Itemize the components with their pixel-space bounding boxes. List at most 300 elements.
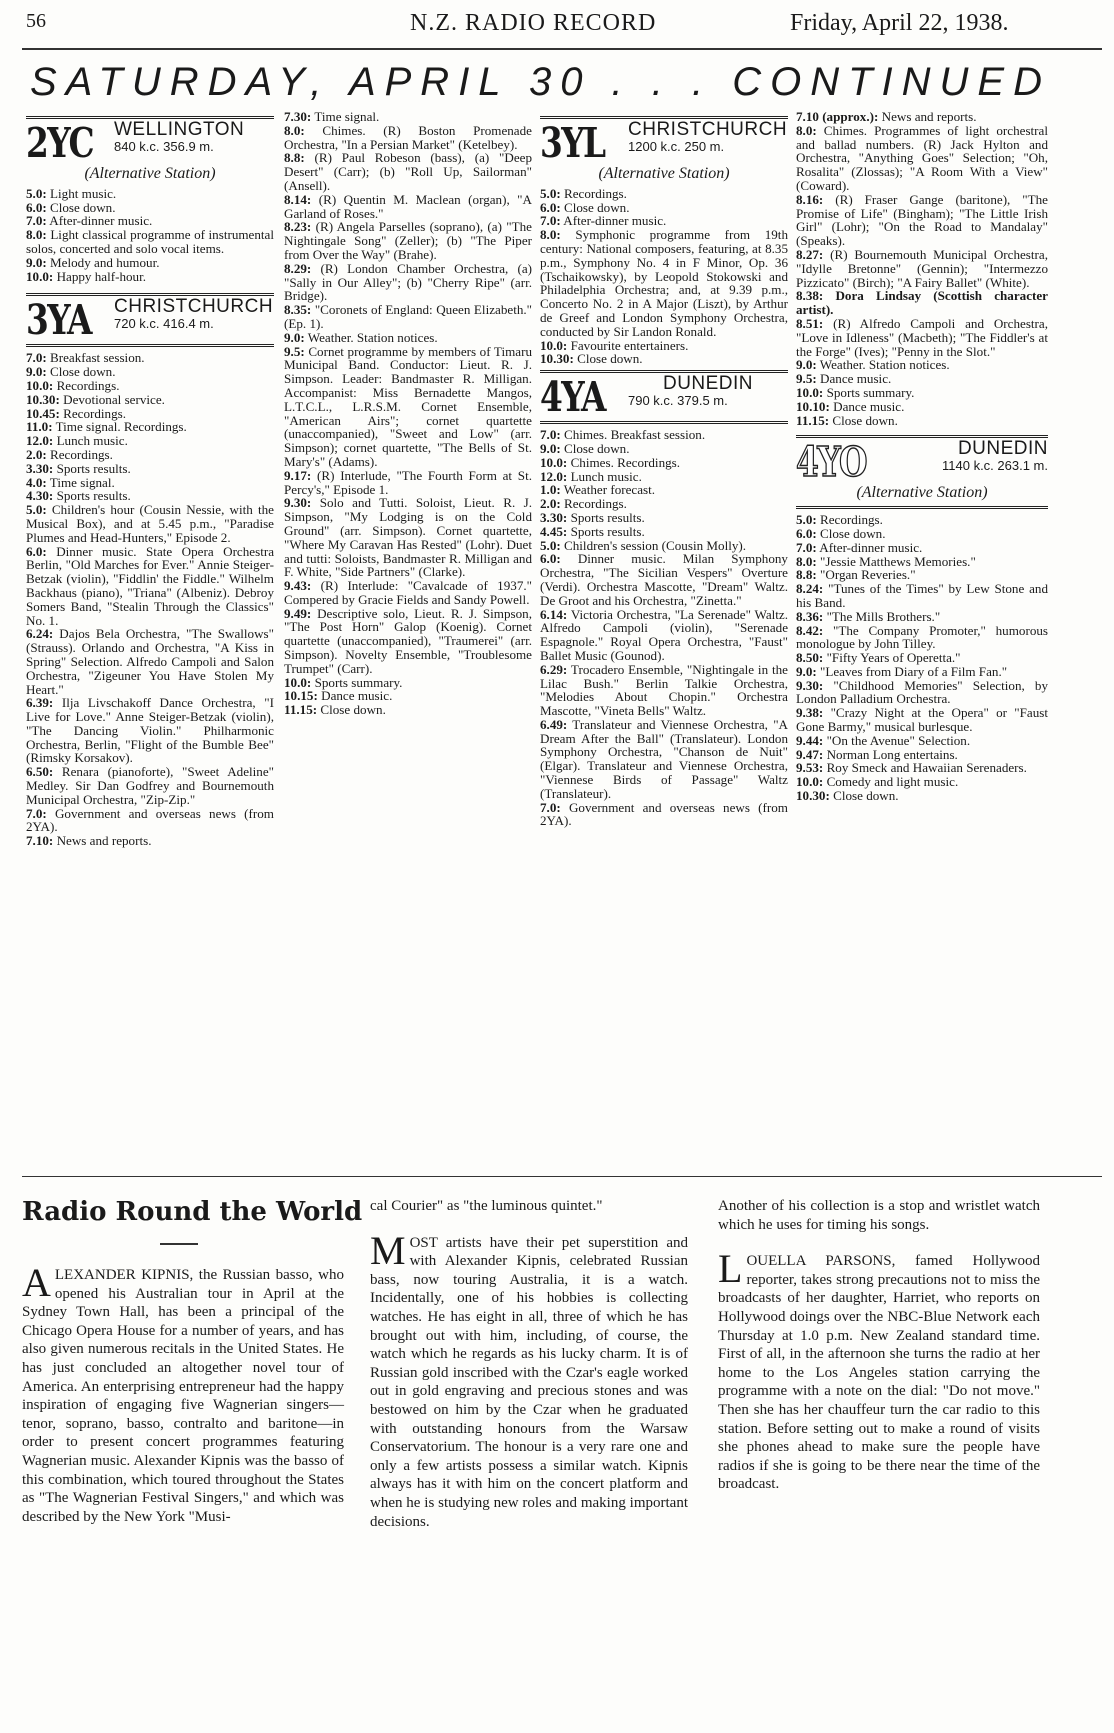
programme-text: Recordings. [564, 185, 627, 201]
callsign: 4YA [540, 373, 605, 422]
programme-text: Sports results. [56, 460, 131, 476]
programme-text: Dance music. [820, 371, 892, 387]
programme-entry [540, 201, 788, 215]
programme-text: Devotional service. [63, 391, 165, 407]
programme-time: 7.0: [26, 350, 47, 366]
programme-time: 2.0: [540, 496, 561, 512]
station-city: CHRISTCHURCH [628, 119, 788, 140]
programme-entry [796, 110, 1048, 124]
programme-entry [796, 748, 1048, 762]
programme-text: Recordings. [63, 405, 127, 421]
programme-text: Norman Long entertains. [826, 746, 958, 762]
programme-text: Victoria Orchestra, "La Serenade" Waltz. Alfredo Campoli (violin), "Serenade Espagnole." Royal Opera Orchestra, "Faust" Ballet Music (Gounod). [540, 606, 788, 663]
programme-text: Close down. [820, 525, 886, 541]
programme-time: 12.0: [26, 433, 54, 449]
programme-text: Recordings. [564, 496, 627, 512]
programme-list [26, 187, 274, 284]
programme-text: After-dinner music. [49, 213, 153, 229]
programme-time: 7.0: [26, 805, 47, 821]
programme-text: "Leaves from Diary of a Film Fan." [820, 663, 1008, 679]
programme-text: Recordings. [56, 377, 120, 393]
programme-text: Recordings. [820, 512, 883, 528]
programme-text: Dora Lindsay (Scottish character artist). [796, 288, 1048, 318]
programme-entry [796, 124, 1048, 193]
programme-entry [284, 607, 532, 676]
paragraph-text: cal Courier" as "the luminous quintet." [370, 1198, 603, 1214]
column-3 [540, 110, 788, 828]
programme-time: 10.45: [26, 405, 60, 421]
programme-time: 7.0: [796, 539, 817, 555]
programme-entry [26, 201, 274, 215]
programme-entry [540, 511, 788, 525]
programme-time: 8.0: [540, 227, 561, 243]
divider [540, 421, 788, 424]
programme-entry [540, 228, 788, 338]
station-3yl [540, 119, 788, 367]
programme-text: Close down. [832, 412, 898, 428]
programme-time: 9.0: [796, 663, 817, 679]
programme-entry [540, 442, 788, 456]
programme-text: Close down. [50, 199, 116, 215]
programme-entry [796, 706, 1048, 734]
column-4 [796, 110, 1048, 803]
programme-time: 8.38: [796, 288, 824, 304]
programme-entry [796, 414, 1048, 428]
programme-text: Sports results. [56, 488, 131, 504]
station-city: DUNEDIN [957, 438, 1048, 460]
programme-text: Roy Smeck and Hawaiian Serenaders. [826, 760, 1027, 776]
programme-entry [26, 503, 274, 544]
programme-list [796, 110, 1048, 427]
programme-entry [26, 256, 274, 270]
programme-entry [284, 676, 532, 690]
programme-text: Solo and Tutti. Soloist, Lieut. R. J. Simpson, "My Lodging is on the Cold Ground" (arr. Simpson). Cornet quartette, "Where My Caravan Has Rested" (Lohr). Duet and tutti: Soloists, Bandmaster R. Milligan and F. White, "Side Partners" (Clarke). [284, 495, 532, 580]
programme-entry [26, 393, 274, 407]
programme-text: Favourite entertainers. [570, 337, 689, 353]
programme-entry [26, 834, 274, 848]
programme-entry [26, 476, 274, 490]
station-4yo [796, 438, 1049, 804]
programme-time: 9.0: [284, 329, 305, 345]
programme-entry [26, 270, 274, 284]
programme-time: 11.15: [284, 702, 318, 718]
programme-text: Weather. Station notices. [819, 357, 950, 373]
programme-entry [796, 761, 1048, 775]
programme-time: 10.0: [26, 268, 54, 284]
programme-entry [26, 807, 274, 835]
programme-time: 8.42: [796, 622, 824, 638]
programme-entry [540, 718, 788, 801]
programme-entry [796, 358, 1048, 372]
programme-text: Ilja Livschakoff Dance Orchestra, "I Live for Love." Anne Steiger-Betzak (violin), "The Dancing Violin." Philharmonic Orchestra, Berlin, "Flight of the Bumble Bee" (Rimsky Korsakov). [26, 695, 274, 766]
programme-time: 6.0: [540, 199, 561, 215]
column-1 [26, 110, 274, 848]
callsign: 2YC [26, 119, 93, 167]
programme-entry [796, 555, 1048, 569]
programme-text: Government and overseas news (from 2YA). [26, 805, 274, 835]
programme-text: Time signal. [314, 109, 380, 124]
programme-text: "Childhood Memories" Selection, by London Palladium Orchestra. [796, 677, 1048, 707]
programme-text: Dinner music. Milan Symphony Orchestra, "The Sicilian Vespers" Overture (Verdi). Orchestra Mascotte, "Dream" Waltz. De Groot and his Orchestra, "Zinetta." [540, 551, 788, 608]
programme-entry [540, 525, 788, 539]
programme-time: 6.0: [796, 525, 817, 541]
programme-time: 10.0: [796, 774, 824, 790]
programme-list [540, 428, 788, 828]
programme-entry [796, 568, 1048, 582]
programme-time: 10.0: [796, 384, 824, 400]
programme-time: 10.0: [540, 454, 568, 470]
article-column-2 [370, 1197, 688, 1531]
programme-entry [796, 527, 1048, 541]
page-number: 56 [26, 10, 46, 32]
programme-entry [26, 627, 274, 696]
programme-text: Cornet programme by members of Timaru Municipal Band. Conductor: Lieut. R. J. Simpson. Leader: Bandmaster R. Milligan. Accompanist: Miss Bernadette Mangos, L.T.C.L., L.R.S.M. Cornet Ensemble, "American Airs"; cornet quartette (unaccompanied), "Sweet and Low" (arr. Simpson); cornet quartette, "The Bells of St. Mary's" (Adams). [284, 343, 532, 469]
programme-time: 9.30: [796, 677, 824, 693]
programme-entry [540, 483, 788, 497]
programme-time: 5.0: [26, 185, 47, 201]
programme-text: Close down. [564, 199, 630, 215]
programme-list [540, 187, 788, 366]
section-rule [22, 1176, 1102, 1177]
programme-time: 7.10: [26, 833, 54, 849]
programme-text: "The Company Promoter," humorous monologue by John Tilley. [796, 622, 1049, 652]
programme-text: Breakfast session. [50, 350, 145, 366]
programme-entry [540, 470, 788, 484]
paragraph-text: Another of his collection is a stop and wristlet watch which he uses for timing his songs. [718, 1198, 1040, 1233]
programme-entry [540, 608, 788, 663]
programme-entry [540, 552, 788, 607]
programme-text: Government and overseas news (from 2YA). [540, 799, 788, 829]
programme-text: Renara (pianoforte), "Sweet Adeline" Medley. Sir Dan Godfrey and Bournemouth Municipal Orchestra, "Zip-Zip." [26, 764, 274, 807]
article-column-1 [22, 1260, 344, 1526]
programme-text: Chimes. Programmes of light orchestral and ballad numbers. (R) Jack Hylton and Orchestra, "Anything Goes" Selection; "Oh, Rosalita" (Zlossas); "A Room With a View" (Coward). [796, 122, 1048, 193]
station-city: CHRISTCHURCH [114, 296, 274, 318]
programme-entry [796, 789, 1048, 803]
paragraph-text: OUELLA PARSONS, famed Hollywood reporter, takes strong precautions not to miss the broadcasts of her daughter, Harriet, who reports on Hollywood doings over the NBC-Blue Network each Thursday at 1.0 p.m. New Zealand standard time. First of all, in the afternoon she turns the radio at her home to the Los Angeles station carrying the programme with a note on the dial: "Do not move." Then she has her chauffeur turn the car radio to this station. Before setting out to make a round of visits she phones ahead to make sure the people have radios if she is going to be there near the time of the broadcast. [718, 1253, 1040, 1493]
programme-text: Symphonic programme from 19th century: National composers, featuring, at 8.35 p.m., Symphony No. 4 in F Minor, Op. 36 (Tschaikowsky), by Leopold Stokowski and Philadelphia Orchestra; and, at 9.39 p.m., Concerto No. 2 in A Major (Liszt), by Arthur de Greef and London Symphony Orchestra, conducted by Sir Landon Ronald. [540, 227, 788, 339]
programme-time: 9.5: [796, 371, 817, 387]
programme-time: 1.0: [540, 482, 561, 498]
programme-text: "The Mills Brothers." [826, 608, 941, 624]
programme-entry [26, 765, 274, 806]
programme-entry [26, 420, 274, 434]
programme-time: 10.10: [796, 398, 830, 414]
programme-text: (R) Alfredo Campoli and Orchestra, "Love in Idleness" (Macbeth); "The Fiddler's at the Forge" (Ives); "Penny in the Slot." [796, 315, 1048, 359]
header-rule [22, 48, 1102, 50]
programme-text: Translateur and Viennese Orchestra, "A Dream After the Ball" (Translateur). London Symphony Orchestra, "Chanson de Nuit" (Elgar). Translateur and Viennese Orchestra, "Viennese Birds of Passage" Waltz (Translateur). [540, 716, 788, 801]
programme-entry [284, 193, 532, 221]
programme-text: Weather forecast. [563, 482, 656, 498]
programme-entry [796, 372, 1048, 386]
programme-text: Sports results. [570, 509, 645, 525]
programme-entry [796, 624, 1048, 652]
programme-list [26, 351, 274, 848]
programme-text: Dajos Bela Orchestra, "The Swallows" (Strauss). Orlando and Orchestra, "A Kiss in Spring" Selection. Alfredo Campoli and Salon Orchestra, "Zigeuner You Have Stolen My Heart." [26, 626, 274, 697]
alternative-station-label: (Alternative Station) [84, 165, 216, 182]
programme-time: 2.0: [26, 446, 47, 462]
programme-time: 6.24: [26, 626, 54, 642]
programme-text: After-dinner music. [563, 213, 667, 229]
programme-time: 8.23: [284, 219, 312, 235]
programme-text: Comedy and light music. [826, 774, 959, 790]
programme-time: 9.44: [796, 732, 824, 748]
programme-entry [284, 689, 532, 703]
programme-entry [26, 351, 274, 365]
programme-text: Chimes. Recordings. [570, 454, 681, 470]
page-header [0, 4, 1114, 44]
programme-entry [26, 228, 274, 256]
programme-time: 9.53: [796, 760, 824, 776]
programme-time: 6.0: [540, 551, 561, 567]
programme-time: 8.51: [796, 315, 824, 331]
programme-time: 8.16: [796, 191, 824, 207]
programme-time: 10.30: [796, 788, 830, 804]
programme-time: 8.0: [284, 122, 305, 138]
programme-time: 9.17: [284, 467, 312, 483]
programme-text: (R) Fraser Gange (baritone), "The Promise of Life" (Bingham); "The Little Irish Girl" (Lohr); "On the Road to Mandalay" (Speaks). [796, 191, 1048, 249]
programme-time: 8.0: [796, 122, 817, 138]
paragraph [718, 1197, 1040, 1234]
programme-entry [796, 651, 1048, 665]
programme-entry [796, 248, 1048, 289]
programme-entry [284, 110, 532, 124]
paragraph [22, 1260, 344, 1526]
programme-time: 10.0: [26, 377, 54, 393]
programme-entry [796, 665, 1048, 679]
programme-text: (R) Bournemouth Municipal Orchestra, "Idylle Bretonne" (Gennin); "Intermezzo Pizzicato" (Birch); "A Fairy Ballet" (White). [796, 246, 1048, 290]
programme-time: 6.39: [26, 695, 54, 711]
programme-text: (R) London Chamber Orchestra, (a) "Sally in Our Alley"; (b) "Cherry Ripe" (arr. Bridge). [284, 260, 532, 304]
programme-entry [796, 541, 1048, 555]
programme-time: 8.0: [796, 553, 817, 569]
station-3ya [26, 296, 275, 849]
programme-text: Weather. Station notices. [307, 329, 438, 345]
programme-time: 10.0: [540, 337, 568, 353]
programme-time: 7.30: [284, 109, 312, 124]
station-4ya [540, 373, 788, 829]
programme-entry [284, 579, 532, 607]
programme-time: 8.0: [26, 227, 47, 243]
programme-text: Time signal. Recordings. [55, 419, 187, 435]
programme-entry [540, 456, 788, 470]
programme-time: 6.0: [26, 543, 47, 559]
programme-entry [26, 448, 274, 462]
programme-time: 6.29: [540, 661, 568, 677]
programme-text: Chimes. (R) Boston Promenade Orchestra, "In a Persian Market" (Ketelbey). [284, 122, 532, 152]
programme-text: Recordings. [50, 446, 113, 462]
programme-time: 11.0: [26, 419, 53, 435]
programme-text: Lunch music. [570, 468, 642, 484]
programme-entry [26, 187, 274, 201]
programme-time: 8.8: [284, 150, 305, 166]
programme-entry [26, 365, 274, 379]
programme-entry [284, 220, 532, 261]
column-2 [284, 110, 532, 717]
programme-text: Chimes. Breakfast session. [564, 427, 706, 443]
programme-entry [540, 352, 788, 366]
programme-entry [26, 462, 274, 476]
programme-text: Dinner music. State Opera Orchestra Berlin, "Old Marches for Ever." Annie Steiger-Betzak (violin), "Fiddlin' the Fiddle." Wilhelm Backhaus (piano), "Triana" (Albeniz). Debroy Somers Band, "Stealin Through the Classics" No. 1. [26, 543, 275, 628]
divider [796, 506, 1048, 509]
programme-text: Close down. [564, 440, 630, 456]
programme-entry [796, 386, 1048, 400]
programme-entry [284, 469, 532, 497]
programme-text: Sports summary. [314, 674, 403, 690]
programme-time: 9.49: [284, 605, 312, 621]
programme-entry [26, 434, 274, 448]
programme-time: 8.50: [796, 650, 824, 666]
programme-time: 9.0: [540, 440, 561, 456]
programme-text: News and reports. [56, 833, 152, 849]
paragraph-text: LEXANDER KIPNIS, the Russian basso, who opened his Australian tour in April at the Sydney Town Hall, has been a principal of the Chicago Opera House for a number of years, and has also given numerous recitals in the United States. He has just concluded an altogether novel tour of America. An enterprising entrepreneur had the happy inspiration of engaging five Wagnerian singers—tenor, soprano, basso, contralto and baritone—in order to present concert programmes featuring Wagnerian music. Alexander Kipnis was the basso of this combination, which toured throughout the States as "The Wagnerian Festival Singers," and which was described by the New York "Musi- [22, 1267, 344, 1525]
programme-list [284, 110, 532, 717]
callsign: 4YO [796, 438, 867, 487]
programme-list [796, 513, 1048, 803]
title-rule [160, 1243, 198, 1245]
programme-text: Close down. [320, 702, 386, 718]
drop-cap: L [718, 1246, 743, 1292]
programme-entry [796, 582, 1048, 610]
issue-date: Friday, April 22, 1938. [790, 10, 1009, 36]
programme-text: Light music. [50, 185, 117, 201]
programme-entry [796, 610, 1048, 624]
programme-text: Trocadero Ensemble, "Nightingale in the Lilac Bush." Berlin Talkie Orchestra, "Melodies About Chopin." Orchestra Mascotte, "Vineta Bells" Waltz. [540, 661, 788, 719]
programme-entry [26, 407, 274, 421]
programme-time: 5.0: [540, 185, 561, 201]
programme-text: (R) Interlude: "Cavalcade of 1937." Compered by Gracie Fields and Sandy Powell. [284, 578, 532, 607]
programme-time: 9.38: [796, 705, 824, 721]
programme-text: After-dinner music. [819, 539, 923, 555]
programme-entry [796, 289, 1048, 317]
programme-time: 7.0: [540, 213, 561, 229]
programme-time: 7.0: [540, 427, 561, 443]
programme-time: 4.0: [26, 474, 47, 490]
programme-time: 9.47: [796, 746, 824, 762]
article-column-3 [718, 1197, 1040, 1494]
programme-text: "Coronets of England: Queen Elizabeth." (Ep. 1). [284, 302, 532, 331]
programme-text: "Jessie Matthews Memories." [820, 553, 976, 569]
programme-text: Happy half-hour. [56, 268, 147, 284]
divider [26, 344, 274, 347]
programme-text: Sports summary. [826, 384, 915, 400]
programme-time: 8.35: [284, 302, 312, 318]
paragraph [370, 1227, 688, 1532]
programme-time: 9.0: [26, 364, 47, 380]
programme-text: Melody and humour. [50, 254, 160, 270]
programme-entry [26, 489, 274, 503]
programme-time: 4.30: [26, 488, 54, 504]
programme-time: 10.30: [540, 351, 574, 367]
programme-entry [540, 663, 788, 718]
programme-text: News and reports. [881, 109, 977, 124]
alternative-station-label: (Alternative Station) [598, 165, 730, 182]
programme-time: 7.10 (approx.): [796, 109, 879, 124]
programme-text: Close down. [50, 364, 116, 380]
programme-entry [26, 379, 274, 393]
programme-text: Dance music. [321, 688, 393, 704]
programme-text: "Crazy Night at the Opera" or "Faust Gone Barmy," musical burlesque. [796, 705, 1049, 735]
programme-time: 5.0: [540, 537, 561, 553]
programme-entry [284, 331, 532, 345]
programme-entry [796, 317, 1048, 358]
programme-text: Dance music. [833, 398, 905, 414]
paragraph-text: OST artists have their pet superstition and with Alexander Kipnis, celebrated Russian bass, now touring Australia, it is a watch. Incidentally, one of his hobbies is collecting watches. He has eight in all, three of which he has brought out with him, including, of course, the watch which he regards as his lucky charm. It is of Russian gold inscribed with the Czar's eagle worked out in gold engraving and precious stones and was bestowed on him by the Czar when he graduated with outstanding honours from the Warsaw Conservatorium. The honour is a very rare one and only a few artists possess a similar watch. Kipnis always has it with him on the concert platform and when he is studying new roles and making important decisions. [370, 1234, 688, 1530]
programme-time: 8.8: [796, 567, 817, 583]
article-title: Radio Round the World [22, 1197, 363, 1227]
station-city: WELLINGTON [114, 119, 245, 140]
programme-text: Sports results. [570, 523, 645, 539]
programme-entry [540, 428, 788, 442]
programme-entry [540, 539, 788, 553]
programme-entry [26, 696, 274, 765]
programme-time: 3.30: [26, 460, 54, 476]
programme-time: 8.24: [796, 581, 824, 597]
programme-text: (R) Paul Robeson (bass), (a) "Deep Desert" (Carr); (b) "Roll Up, Sailorman" (Ansell). [284, 150, 532, 193]
programme-time: 9.0: [796, 357, 817, 373]
drop-cap: M [370, 1227, 406, 1273]
station-frequency: 840 k.c. 356.9 m. [114, 138, 214, 154]
programme-entry [284, 703, 532, 717]
programme-time: 6.50: [26, 764, 54, 780]
programme-text: Descriptive solo, Lieut. R. J. Simpson, "The Post Horn" Galop (Koenig). Cornet quartette (unaccompanied), "Traumerei" (arr. Simpson). Novelty Ensemble, "Troublesome Trumpet" (Carr). [284, 605, 532, 676]
programme-entry [26, 214, 274, 228]
programme-time: 3.30: [540, 509, 568, 525]
programme-time: 11.15: [796, 412, 830, 428]
paragraph [370, 1197, 688, 1216]
programme-entry [540, 801, 788, 829]
station-city: DUNEDIN [662, 373, 754, 395]
paragraph [718, 1246, 1040, 1494]
callsign: 3YA [26, 296, 91, 345]
station-frequency: 790 k.c. 379.5 m. [628, 392, 728, 408]
programme-entry [284, 303, 532, 331]
programme-text: "Tunes of the Times" by Lew Stone and his Band. [796, 581, 1048, 610]
programme-time: 4.45: [540, 523, 568, 539]
programme-entry [284, 124, 532, 152]
programme-text: Close down. [577, 351, 643, 367]
publication-name: N.Z. RADIO RECORD [410, 10, 657, 36]
programme-text: (R) Angela Parselles (soprano), (a) "The Nightingale Song" (Zeller); (b) "The Piper from Over the Way" (Brahe). [284, 219, 532, 262]
programme-time: 10.30: [26, 391, 60, 407]
programme-text: "Fifty Years of Operetta." [826, 650, 961, 666]
programme-entry [540, 339, 788, 353]
callsign: 3YL [540, 119, 605, 167]
programme-text: (R) Interlude, "The Fourth Form at St. Percy's," Episode 1. [284, 467, 532, 497]
station-2yc [26, 119, 275, 284]
programme-entry [284, 345, 532, 469]
programme-entry [796, 734, 1048, 748]
programme-entry [796, 513, 1048, 527]
programme-entry [796, 400, 1048, 414]
programme-time: 9.30: [284, 495, 312, 511]
programme-entry [284, 262, 532, 303]
drop-cap: A [22, 1260, 51, 1305]
programme-text: Lunch music. [56, 433, 128, 449]
alternative-station-label: (Alternative Station) [856, 484, 988, 502]
programme-entry [284, 151, 532, 192]
programme-time: 8.29: [284, 260, 312, 276]
programme-time: 8.36: [796, 608, 824, 624]
programme-text: Close down. [833, 788, 899, 804]
programme-time: 5.0: [26, 502, 47, 518]
programme-time: 9.43: [284, 578, 312, 594]
programme-text: "Organ Reveries." [820, 567, 916, 583]
programme-entry [26, 545, 274, 628]
programme-entry [540, 497, 788, 511]
programme-time: 9.5: [284, 343, 305, 359]
programme-entry [796, 193, 1048, 248]
programme-entry [796, 775, 1048, 789]
